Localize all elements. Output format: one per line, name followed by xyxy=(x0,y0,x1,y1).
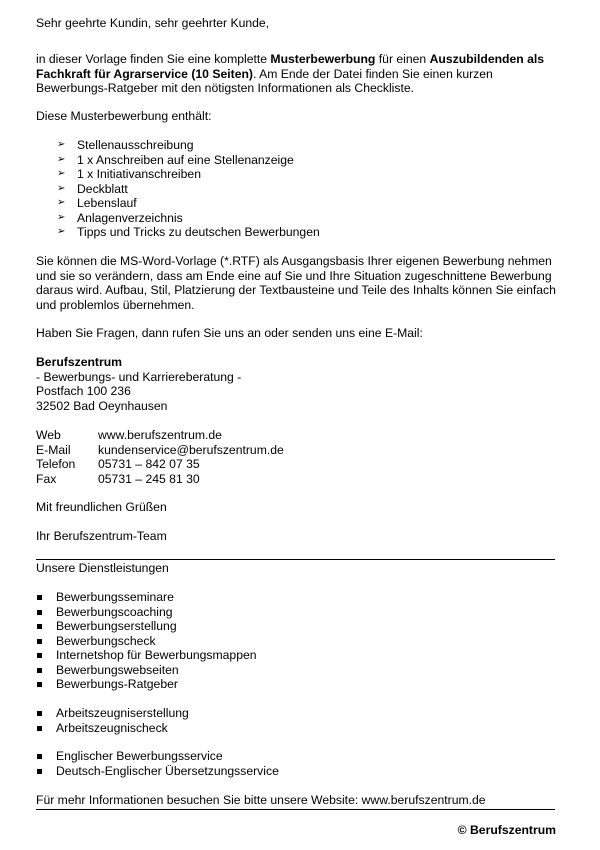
salutation: Sehr geehrte Kundin, sehr geehrter Kunde, xyxy=(36,16,270,30)
company-subtitle: - Bewerbungs- und Karriereberatung - xyxy=(36,369,242,384)
square-bullet-icon xyxy=(37,754,42,759)
intro-text-1: in dieser Vorlage finden Sie eine komplette xyxy=(36,52,271,66)
list-item: Englischer Bewerbungsservice xyxy=(36,749,556,764)
square-bullet-icon xyxy=(37,668,42,673)
contact-label: E-Mail xyxy=(36,442,71,457)
services-list-3 xyxy=(36,749,556,778)
list-item: Bewerbungsseminare xyxy=(36,590,556,605)
signature: Ihr Berufszentrum-Team xyxy=(36,529,167,543)
list-item: Deutsch-Englischer Übersetzungsservice xyxy=(36,764,556,779)
divider xyxy=(36,559,555,560)
services-list-1 xyxy=(36,590,556,692)
list-item: ➢ Tipps und Tricks zu deutschen Bewerbungen xyxy=(57,225,320,239)
list-item: Arbeitszeugnischeck xyxy=(36,721,556,736)
email-link[interactable]: kundenservice@berufszentrum.de xyxy=(98,442,284,457)
contact-label: Telefon xyxy=(36,457,76,471)
list-item: Bewerbungswebseiten xyxy=(36,663,556,678)
intro-bold-2: Auszubildenden als Fachkraft für Agrarservice (10 Seiten) xyxy=(36,52,545,81)
postbox: Postfach 100 236 xyxy=(36,384,131,398)
city: 32502 Bad Oeynhausen xyxy=(36,398,168,413)
square-bullet-icon xyxy=(37,610,42,615)
arrow-bullet-icon: ➢ xyxy=(57,182,66,194)
services-heading: Unsere Dienstleistungen xyxy=(36,561,169,575)
intro-text-2: für einen xyxy=(375,52,430,66)
list-item: ➢ Lebenslauf xyxy=(57,196,137,210)
arrow-bullet-icon: ➢ xyxy=(57,211,66,223)
greeting: Mit freundlichen Grüßen xyxy=(36,500,167,514)
square-bullet-icon xyxy=(37,595,42,600)
address-block xyxy=(36,355,556,413)
contact-row-web xyxy=(36,428,556,443)
square-bullet-icon xyxy=(37,624,42,629)
square-bullet-icon xyxy=(37,769,42,774)
contact-label: Fax xyxy=(36,471,57,486)
usage-paragraph: Sie können die MS-Word-Vorlage (*.RTF) als Ausgangsbasis Ihrer eigenen Bewerbung nehmen und sie so verändern, dass am Ende eine auf Sie und Ihre Situation zugeschnittene Bewerbung daraus wird. Aufbau, Stil, Platzierung der Textbausteine und Teile des Inhalts können Sie einfach und problemlos übernehmen. xyxy=(36,254,556,312)
list-item: ➢ Anlagenverzeichnis xyxy=(57,210,183,225)
company-name: Berufszentrum xyxy=(36,355,123,369)
square-bullet-icon xyxy=(37,711,42,716)
fax-value: 05731 – 245 81 30 xyxy=(98,471,200,486)
square-bullet-icon xyxy=(37,653,42,658)
list-item: Arbeitszeugniserstellung xyxy=(36,706,556,721)
intro-bold-1: Musterbewerbung xyxy=(270,52,376,66)
arrow-bullet-icon: ➢ xyxy=(57,153,66,165)
square-bullet-icon xyxy=(37,726,42,731)
list-item: Bewerbungscoaching xyxy=(36,605,556,620)
contact-row-email xyxy=(36,443,556,458)
arrow-bullet-icon: ➢ xyxy=(57,197,66,208)
square-bullet-icon xyxy=(37,639,42,644)
website-link[interactable]: www.berufszentrum.de xyxy=(98,428,222,442)
intro-paragraph xyxy=(36,52,556,96)
contact-table xyxy=(36,428,556,486)
arrow-bullet-icon: ➢ xyxy=(57,168,66,179)
list-item: Bewerbungserstellung xyxy=(36,619,556,634)
intro-text-3: . Am Ende der Datei finden Sie einen kurzen Bewerbungs-Ratgeber mit den nötigsten Informationen als Checkliste. xyxy=(36,66,493,95)
divider xyxy=(36,809,555,810)
list-item: Internetshop für Bewerbungsmappen xyxy=(36,648,556,663)
contents-list xyxy=(36,138,556,240)
contact-row-fax xyxy=(36,472,556,487)
services-list-2 xyxy=(36,706,556,735)
list-item: ➢ Deckblatt xyxy=(57,181,128,196)
list-item: ➢ 1 x Anschreiben auf eine Stellenanzeige xyxy=(57,152,294,167)
footer-info: Für mehr Informationen besuchen Sie bitte unsere Website: www.berufszentrum.de xyxy=(36,793,486,807)
square-bullet-icon xyxy=(37,682,42,687)
questions-paragraph: Haben Sie Fragen, dann rufen Sie uns an oder senden uns eine E-Mail: xyxy=(36,326,423,340)
list-item: ➢ Stellenausschreibung xyxy=(57,138,194,152)
contact-label: Web xyxy=(36,428,61,442)
contact-row-phone xyxy=(36,457,556,472)
list-item: Bewerbungs-Ratgeber xyxy=(36,677,556,692)
list-item: ➢ 1 x Initiativanschreiben xyxy=(57,167,201,181)
contents-heading: Diese Musterbewerbung enthält: xyxy=(36,109,212,123)
list-item: Bewerbungscheck xyxy=(36,634,556,649)
copyright: © Berufszentrum xyxy=(457,823,556,837)
phone-value: 05731 – 842 07 35 xyxy=(98,457,200,471)
arrow-bullet-icon: ➢ xyxy=(57,226,66,237)
arrow-bullet-icon: ➢ xyxy=(57,139,66,150)
